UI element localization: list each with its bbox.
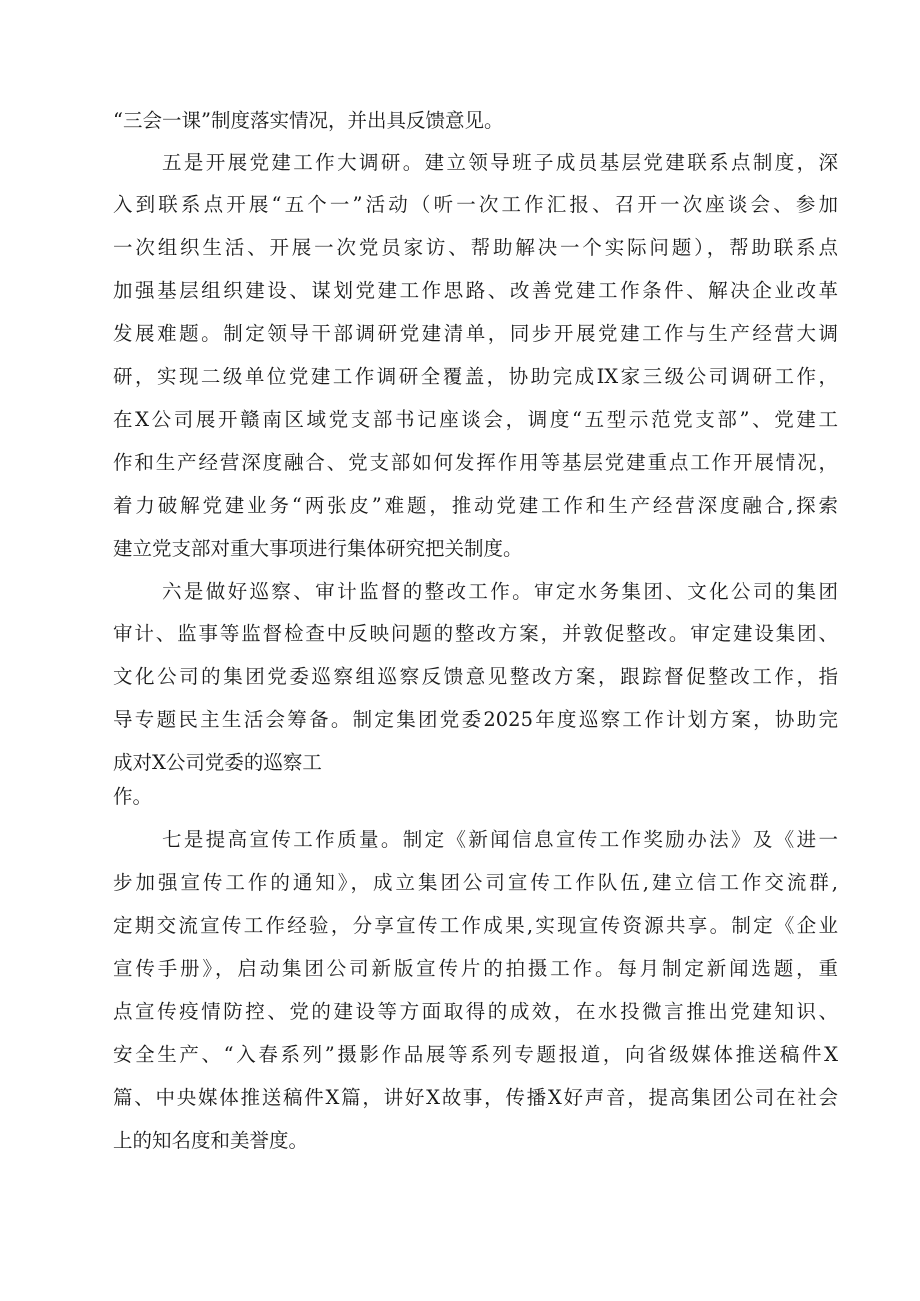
paragraph-5-line-3: 一次组织生活、开展一次党员家访、帮助解决一个实际问题），帮助联系点 xyxy=(113,236,838,259)
paragraph-7-line-6: 安全生产、“入春系列”摄影作品展等系列专题报道，向省级媒体推送稿件X xyxy=(113,1043,838,1066)
paragraph-7-line-4: 宣传手册》，启动集团公司新版宣传片的拍摄工作。每月制定新闻选题，重 xyxy=(113,957,838,980)
paragraph-5-line-1: 五是开展党建工作大调研。建立领导班子成员基层党建联系点制度，深 xyxy=(162,151,838,174)
paragraph-4-line-9: “三会一课”制度落实情况，并出具反馈意见。 xyxy=(113,109,504,132)
paragraph-5-line-6: 研，实现二级单位党建工作调研全覆盖，协助完成IX家三级公司调研工作， xyxy=(113,365,838,388)
paragraph-5-line-8: 作和生产经营深度融合、党支部如何发挥作用等基层党建重点工作开展情况， xyxy=(113,451,838,474)
paragraph-5-line-2: 入到联系点开展“五个一”活动（听一次工作汇报、召开一次座谈会、参加 xyxy=(113,193,838,216)
paragraph-7-line-2: 步加强宣传工作的通知》，成立集团公司宣传工作队伍,建立信工作交流群, xyxy=(113,871,838,894)
paragraph-7-line-7: 篇、中央媒体推送稿件X篇，讲好X故事，传播X好声音，提高集团公司在社会 xyxy=(113,1086,838,1109)
paragraph-5-line-4: 加强基层组织建设、谋划党建工作思路、改善党建工作条件、解决企业改革 xyxy=(113,279,838,302)
paragraph-6-line-3: 文化公司的集团党委巡察组巡察反馈意见整改方案，跟踪督促整改工作，指 xyxy=(113,665,838,688)
paragraph-5-line-7: 在X公司展开赣南区域党支部书记座谈会，调度“五型示范党支部”、党建工 xyxy=(113,408,838,431)
paragraph-5-line-10: 建立党支部对重大事项进行集体研究把关制度。 xyxy=(113,537,523,560)
paragraph-5-line-9: 着力破解党建业务“两张皮”难题，推动党建工作和生产经营深度融合,探索 xyxy=(113,494,838,517)
paragraph-7-line-5: 点宣传疫情防控、党的建设等方面取得的成效，在水投微言推出党建知识、 xyxy=(113,1000,838,1023)
paragraph-7-line-3: 定期交流宣传工作经验，分享宣传工作成果,实现宣传资源共享。制定《企业 xyxy=(113,914,838,937)
paragraph-5-line-5: 发展难题。制定领导干部调研党建清单，同步开展党建工作与生产经营大调 xyxy=(113,322,838,345)
paragraph-6-line-1: 六是做好巡察、审计监督的整改工作。审定水务集团、文化公司的集团 xyxy=(162,580,838,603)
paragraph-7-line-1: 七是提高宣传工作质量。制定《新闻信息宣传工作奖励办法》及《进一 xyxy=(162,828,838,851)
paragraph-6-line-6: 作。 xyxy=(113,785,153,808)
paragraph-6-line-2: 审计、监事等监督检查中反映问题的整改方案，并敦促整改。审定建设集团、 xyxy=(113,622,838,645)
paragraph-7-line-8: 上的知名度和美誉度。 xyxy=(113,1129,309,1152)
paragraph-6-line-4: 导专题民主生活会筹备。制定集团党委2025年度巡察工作计划方案，协助完 xyxy=(113,708,838,731)
paragraph-6-line-5: 成对X公司党委的巡察工 xyxy=(113,751,322,774)
